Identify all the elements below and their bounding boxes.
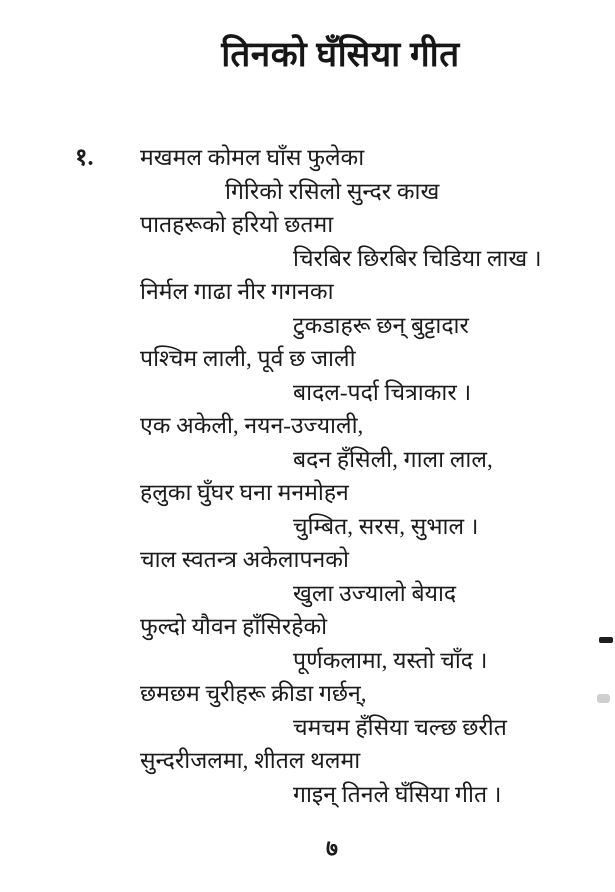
poem-lines <box>0 141 615 811</box>
poem-line: मखमल कोमल घाँस फुलेका <box>140 145 365 170</box>
scan-artifact-light <box>597 694 610 703</box>
poem-line: बादल-पर्दा चित्राकार । <box>293 379 472 405</box>
poem-line: गिरिको रसिलो सुन्दर काख <box>225 178 440 204</box>
poem-line: खुला उज्यालो बेयाद <box>293 580 457 606</box>
poem-title: तिनको घँसिया गीत <box>221 35 460 74</box>
stanza-number: १. <box>75 145 94 171</box>
poem-line: पश्चिम लाली, पूर्व छ जाली <box>140 346 356 371</box>
page-number: ७ <box>326 836 338 861</box>
poem-line: फुल्दो यौवन हाँसिरहेको <box>140 614 328 639</box>
poem-line: पातहरूको हरियो छतमा <box>140 212 334 237</box>
poem-line: गाइन् तिनले घँसिया गीत । <box>293 781 502 807</box>
poem-line: चमचम हँसिया चल्छ छरीत <box>293 714 507 740</box>
poem-line: बदन हँसिली, गाला लाल, <box>293 446 493 472</box>
scan-artifact-dark <box>599 637 613 643</box>
poem-line: छमछम चुरीहरू क्रीडा गर्छन्, <box>140 681 367 706</box>
poem-line: चिरबिर छिरबिर चिडिया लाख । <box>293 245 542 271</box>
poem-line: पूर्णकलामा, यस्तो चाँद । <box>293 647 488 673</box>
poem-line: निर्मल गाढा नीर गगनका <box>140 279 334 304</box>
poem-line: चाल स्वतन्त्र अकेलापनको <box>140 547 349 572</box>
poem-line: चुम्बित, सरस, सुभाल । <box>293 513 479 539</box>
poem-line: सुन्दरीजलमा, शीतल थलमा <box>140 748 361 773</box>
poem-line: टुकडाहरू छन् बुट्टादार <box>293 312 469 338</box>
poem-line: एक अकेली, नयन-उज्याली, <box>140 413 364 438</box>
poem-line: हलुका घुँघर घना मनमोहन <box>140 480 349 505</box>
